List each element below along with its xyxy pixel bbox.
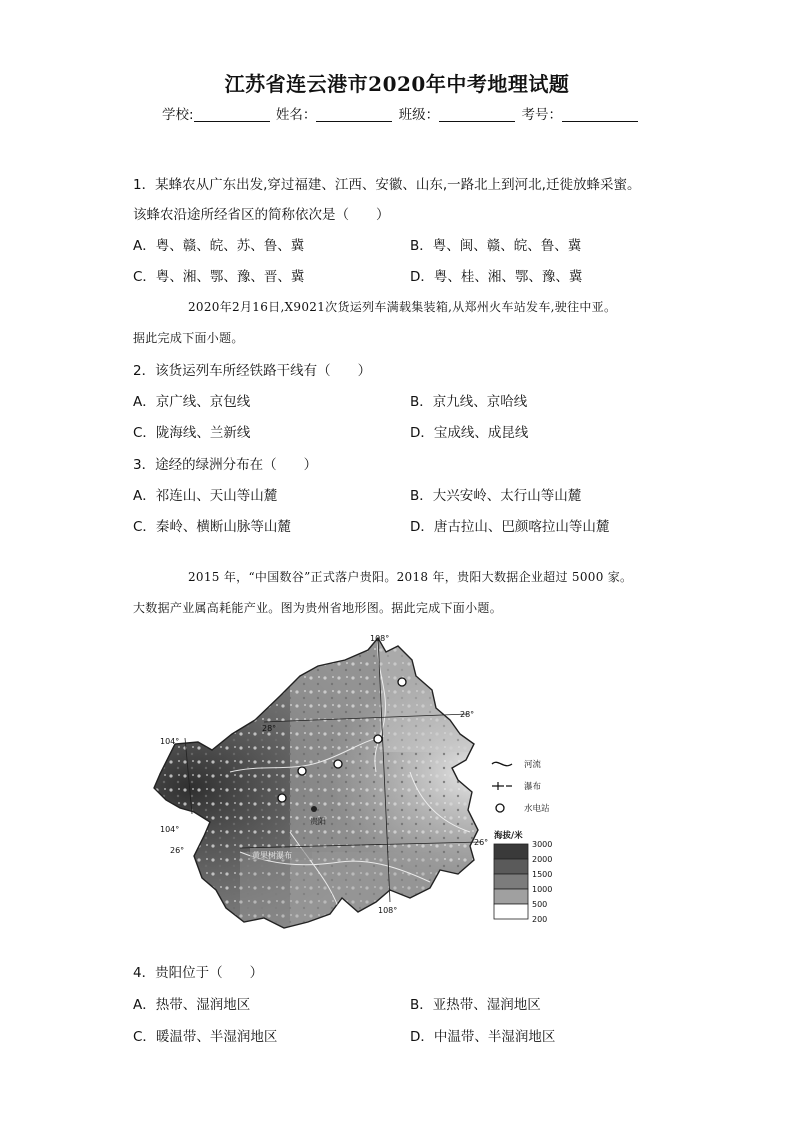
q2-option-c: C．陇海线、兰新线	[133, 425, 251, 441]
q4-stem: 4．贵阳位于（ ）	[133, 965, 264, 981]
q2-option-a: A．京广线、京包线	[133, 394, 251, 410]
legend-hydropower-label: 水电站	[524, 804, 550, 814]
hydropower-station-icon	[374, 735, 382, 743]
q1-option-b: B．粤、闽、赣、皖、鲁、冀	[410, 238, 582, 254]
q3-option-b: B．大兴安岭、太行山等山麓	[410, 488, 582, 504]
q3-option-a: A．祁连山、天山等山麓	[133, 488, 278, 504]
river-legend-icon	[492, 762, 512, 765]
page-title: 江苏省连云港市2020年中考地理试题	[224, 72, 570, 96]
legend-elevation-title: 海拔/米	[494, 831, 523, 841]
school-label: 学校:	[162, 107, 194, 123]
elevation-band-swatch	[494, 904, 528, 919]
passage1-line2: 据此完成下面小题。	[133, 331, 244, 345]
q3-option-c: C．秦岭、横断山脉等山麓	[133, 519, 291, 535]
elevation-band-swatch	[494, 889, 528, 904]
elevation-level-label: 1500	[532, 870, 553, 879]
elevation-band-swatch	[494, 859, 528, 874]
elevation-level-label: 500	[532, 900, 548, 909]
elevation-level-label: 200	[532, 915, 548, 924]
map-legend	[492, 759, 550, 841]
q2-option-b: B．京九线、京哈线	[410, 394, 528, 410]
lon-left-top-label: 104°	[160, 737, 180, 746]
name-blank[interactable]	[316, 107, 392, 122]
q4-option-b: B．亚热带、湿润地区	[410, 997, 541, 1013]
lat26-right-label: 26°	[474, 838, 489, 847]
elevation-color-scale	[494, 840, 552, 924]
elevation-band-swatch	[494, 844, 528, 859]
exam-number-label: 考号：	[521, 107, 562, 123]
guizhou-topographic-map	[140, 632, 560, 944]
guiyang-city-label: 贵阳	[310, 817, 326, 826]
hydropower-station-icon	[298, 767, 306, 775]
hydropower-station-icon	[278, 794, 286, 802]
lon-top-label: 108°	[370, 634, 390, 643]
student-info-line	[162, 103, 640, 123]
elevation-level-label: 3000	[532, 840, 553, 849]
elevation-level-label: 2000	[532, 855, 553, 864]
q1-stem-line1: 1．某蜂农从广东出发,穿过福建、江西、安徽、山东,一路北上到河北,迁徙放蜂采蜜。	[133, 177, 641, 193]
class-label: 班级：	[398, 107, 440, 123]
q1-stem-line2: 该蜂农沿途所经省区的简称依次是（ ）	[133, 207, 390, 223]
name-label: 姓名：	[275, 107, 317, 123]
hydropower-legend-icon	[496, 804, 504, 812]
lat28-left-label: 28°	[262, 724, 277, 733]
guiyang-city-dot	[311, 806, 317, 812]
passage2-line1: 2015 年，“中国数谷”正式落户贵阳。2018 年，贵阳大数据企业超过 5000 家。	[188, 570, 633, 584]
q1-option-a: A．粤、赣、皖、苏、鲁、冀	[133, 238, 305, 254]
hydropower-station-icon	[398, 678, 406, 686]
class-blank[interactable]	[439, 107, 515, 122]
lon-left-bottom-label: 104°	[160, 825, 180, 834]
hydropower-station-icon	[334, 760, 342, 768]
q3-stem: 3．途经的绿洲分布在（ ）	[133, 457, 318, 473]
q2-option-d: D．宝成线、成昆线	[410, 425, 529, 441]
q4-option-c: C．暖温带、半湿润地区	[133, 1029, 278, 1045]
q3-option-d: D．唐古拉山、巴颜喀拉山等山麓	[410, 519, 610, 535]
q2-stem: 2．该货运列车所经铁路干线有（ ）	[133, 363, 372, 379]
waterfall-legend-icon	[492, 782, 512, 790]
waterfall-label: 黄果树瀑布	[252, 851, 292, 860]
passage1-line1: 2020年2月16日,X9021次货运列车满载集装箱,从郑州火车站发车,驶往中亚。	[188, 300, 617, 314]
legend-waterfall-label: 瀑布	[524, 782, 542, 792]
q4-option-d: D．中温带、半湿润地区	[410, 1029, 556, 1045]
elevation-band-swatch	[494, 874, 528, 889]
q4-option-a: A．热带、湿润地区	[133, 997, 251, 1013]
lon-bottom-label: 108°	[378, 906, 398, 915]
q1-option-c: C．粤、湘、鄂、豫、晋、冀	[133, 269, 305, 285]
lat26-left-label: 26°	[170, 846, 185, 855]
passage2-line2: 大数据产业属高耗能产业。图为贵州省地形图。据此完成下面小题。	[133, 601, 503, 615]
elevation-level-label: 1000	[532, 885, 553, 894]
school-blank[interactable]	[194, 107, 270, 122]
exam-number-blank[interactable]	[562, 107, 638, 122]
legend-river-label: 河流	[524, 760, 542, 770]
q1-option-d: D．粤、桂、湘、鄂、豫、冀	[410, 269, 583, 285]
lat28-right-label: 28°	[460, 710, 475, 719]
